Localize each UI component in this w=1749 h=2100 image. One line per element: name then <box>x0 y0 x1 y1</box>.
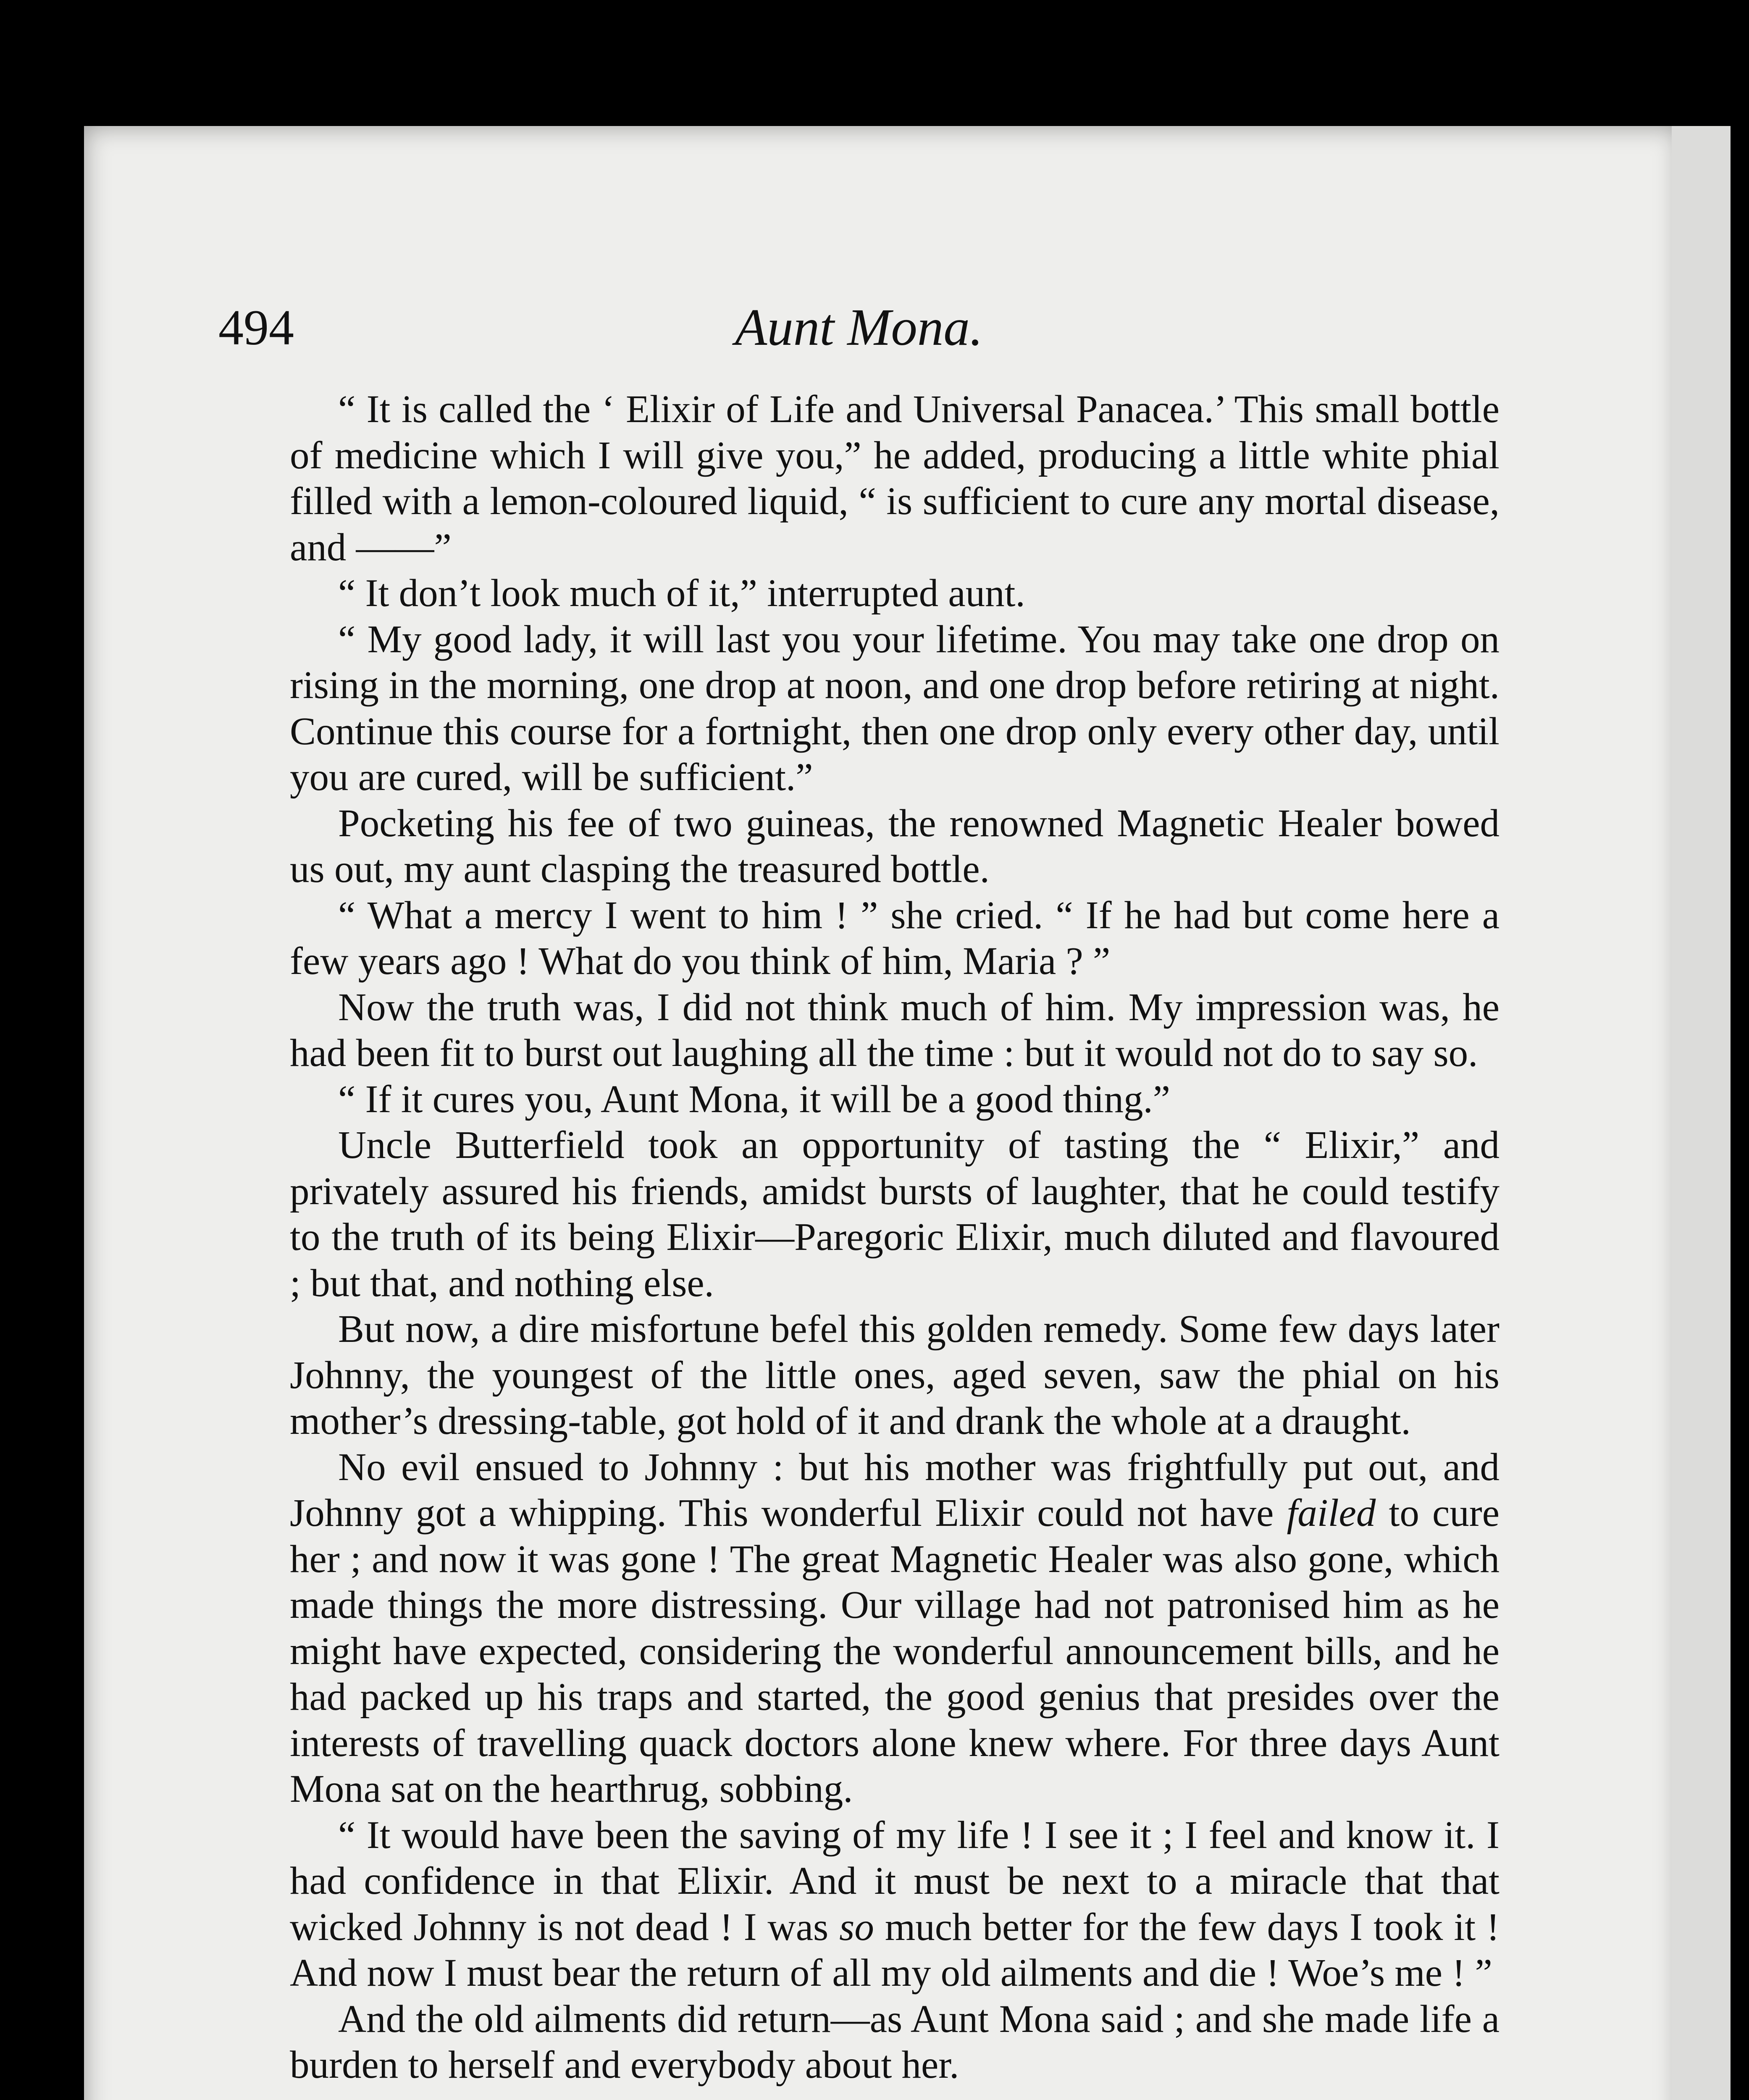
paragraph-text: to cure her ; and now it was gone ! The great Magnetic Healer was also gone, which made things the more distressing. Our village had not patronised him as he might have expected, considering the wonderful announcement bills, and he had packed up his traps and started, the good genius that presides over the interests of travelling quack doctors alone knew where. For three days Aunt Mona sat on the hearthrug, sobbing. <box>290 1491 1500 1811</box>
paragraph-text: much better for the few days I took it ! And now I must bear the return of all my old ailments and die ! Woe’s me ! ” <box>290 1905 1500 1995</box>
next-page-edge <box>1672 126 1731 2100</box>
page-number: 494 <box>218 299 294 355</box>
paragraph: But now, a dire misfortune befel this golden remedy. Some few days later Johnny, the youngest of the little ones, aged seven, saw the phial on his mother’s dressing-table, got hold of it and drank the whole at a draught. <box>290 1307 1500 1443</box>
body-text <box>290 386 1500 2100</box>
paragraph-text: “ It would have been the saving of my life ! I see it ; I feel and know it. I had confidence in that Elixir. And it must be next to a miracle that that wicked Johnny is not dead ! I was <box>290 1813 1500 1949</box>
italic-word: so <box>839 1905 874 1949</box>
paragraph-text: No evil ensued to Johnny : but his mother was frightfully put out, and Johnny got a whipping. This wonderful Elixir could not have <box>290 1445 1500 1535</box>
running-title: Aunt Mona. <box>735 299 983 357</box>
italic-word: failed <box>1287 1491 1376 1535</box>
paragraph: “ What a mercy I went to him ! ” she cried. “ If he had but come here a few years ago ! What do you think of him, Maria ? ” <box>290 893 1500 983</box>
paragraph: “ If it cures you, Aunt Mona, it will be a good thing.” <box>338 1077 1171 1121</box>
paragraph: Now the truth was, I did not think much of him. My impression was, he had been fit to burst out laughing all the time : but it would not do to say so. <box>290 985 1500 1075</box>
paragraph: Uncle Butterfield took an opportunity of tasting the “ Elixir,” and privately assured his friends, amidst bursts of laughter, that he could testify to the truth of its being Elixir—Paregoric Elixir, much diluted and flavoured ; but that, and nothing else. <box>290 1124 1500 1305</box>
paragraph: And the old ailments did return—as Aunt Mona said ; and she made life a burden to herself and everybody about her. <box>290 1997 1500 2087</box>
paragraph: “ My good lady, it will last you your lifetime. You may take one drop on rising in the morning, one drop at noon, and one drop before retiring at night. Continue this course for a fortnight, then one drop only every other day, until you are cured, will be sufficient.” <box>290 617 1500 799</box>
paragraph: Pocketing his fee of two guineas, the renowned Magnetic Healer bowed us out, my aunt clasping the treasured bottle. <box>290 801 1500 891</box>
paragraph <box>290 1812 1500 1996</box>
paragraph <box>290 1444 1500 1812</box>
page-header <box>218 294 1500 361</box>
section-break <box>290 2088 1500 2100</box>
paragraph: “ It is called the ‘ Elixir of Life and Universal Panacea.’ This small bottle of medicine which I will give you,” he added, producing a little white phial filled with a lemon-coloured liquid, “ is sufficient to cure any mortal disease, and ——” <box>290 388 1500 569</box>
paragraph: “ It don’t look much of it,” interrupted aunt. <box>338 572 1025 615</box>
